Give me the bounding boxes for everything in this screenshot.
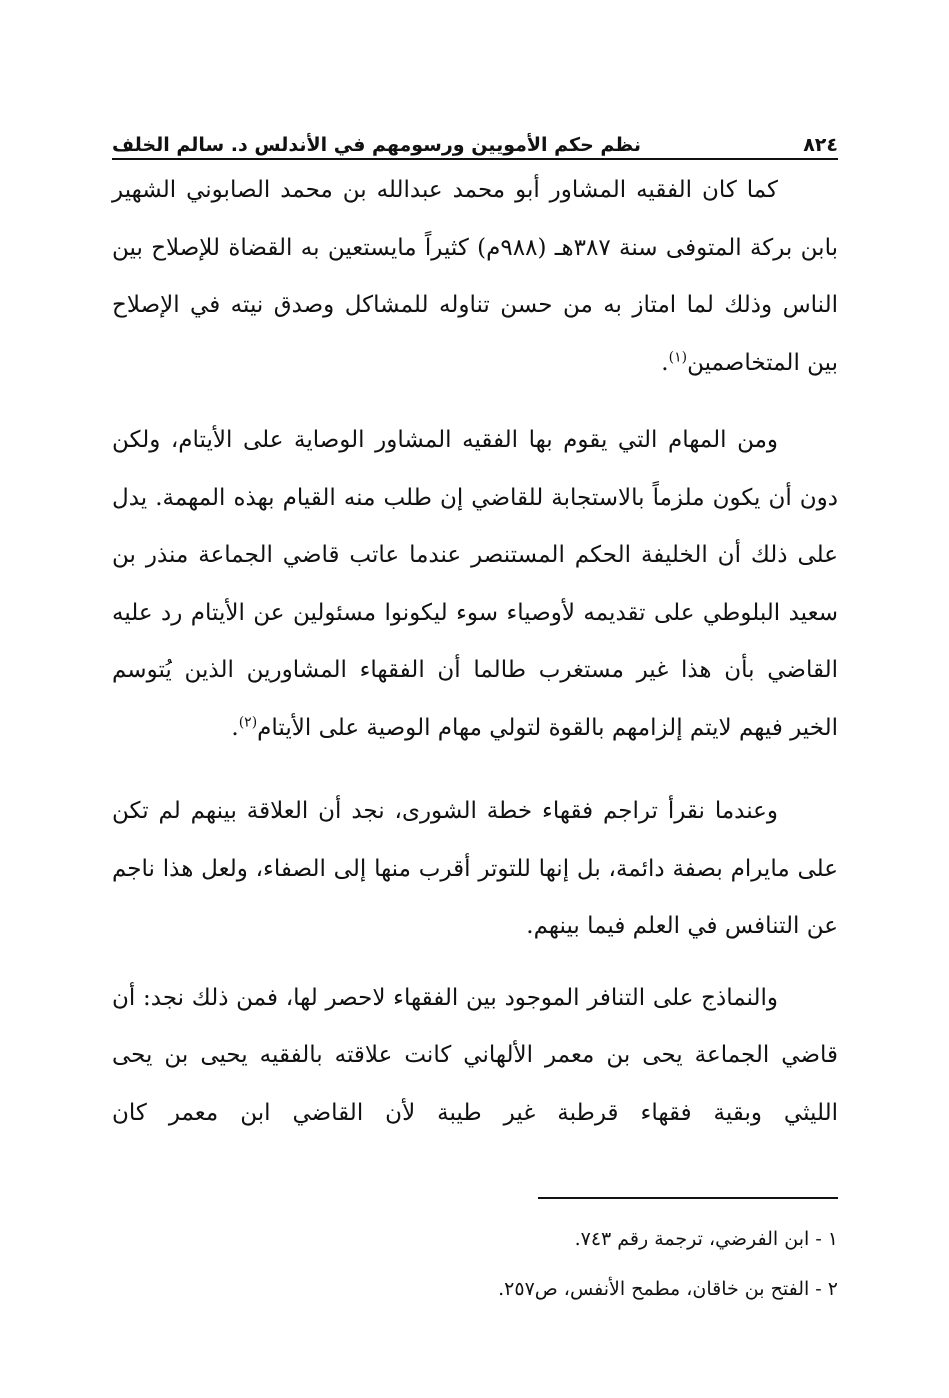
body-text [112,162,838,1142]
paragraph [112,970,838,1143]
paragraph-text: والنماذج على التنافر الموجود بين الفقهاء لاحصر لها، فمن ذلك نجد: أن قاضي الجماعة يحى بن معمر الألهاني كانت علاقته بالفقيه يحيى بن يحى الليثي وبقية فقهاء قرطبة غير طيبة لأن القاضي ابن معمر كان [112,984,838,1126]
paragraph [112,783,838,956]
footnote-reference: (٢) [238,713,258,730]
paragraph-text: كما كان الفقيه المشاور أبو محمد عبدالله بن محمد الصابوني الشهير بابن بركة المتوفى سنة ٣٨٧هـ (٩٨٨م) كثيراً مايستعين به القضاة للإصلاح بين الناس وذلك لما امتاز به من حسن تناوله للمشاكل وصدق نيته في الإصلاح بين المتخاصمين [112,177,838,376]
paragraph-text: ومن المهام التي يقوم بها الفقيه المشاور الوصاية على الأيتام، ولكن دون أن يكون ملزماً بالاستجابة للقاضي إن طلب منه القيام بهذه المهمة. يدل على ذلك أن الخليفة الحكم المستنصر عندما عاتب قاضي الجماعة منذر بن سعيد البلوطي على تقديمه لأوصياء سوء ليكونوا مسئولين عن الأيتام رد عليه القاضي بأن هذا غير مستغرب طالما أن الفقهاء المشاورين الذين يُتوسم الخير فيهم لايتم إلزامهم بالقوة لتولي مهام الوصية على الأيتام [112,427,838,741]
paragraph [112,412,838,757]
running-title: نظم حكم الأمويين ورسومهم في الأندلس د. سالم الخلف [112,134,641,156]
page-header [112,122,838,156]
footnote: ٢ - الفتح بن خاقان، مطمح الأنفس، ص٢٥٧. [498,1278,838,1300]
page-number: ٨٢٤ [803,134,838,156]
header-divider [112,158,838,160]
footnote: ١ - ابن الفرضي، ترجمة رقم ٧٤٣. [574,1228,838,1250]
paragraph-text: وعندما نقرأ تراجم فقهاء خطة الشورى، نجد أن العلاقة بينهم لم تكن على مايرام بصفة دائمة، بل إنها للتوتر أقرب منها إلى الصفاء، ولعل هذا ناجم عن التنافس في العلم فيما بينهم. [112,798,838,939]
paragraph-tail: . [661,349,669,376]
footnote-divider [538,1197,838,1199]
paragraph-tail: . [231,714,239,741]
footnote-reference: (١) [668,348,688,365]
paragraph [112,162,838,392]
footnotes [112,1214,838,1314]
